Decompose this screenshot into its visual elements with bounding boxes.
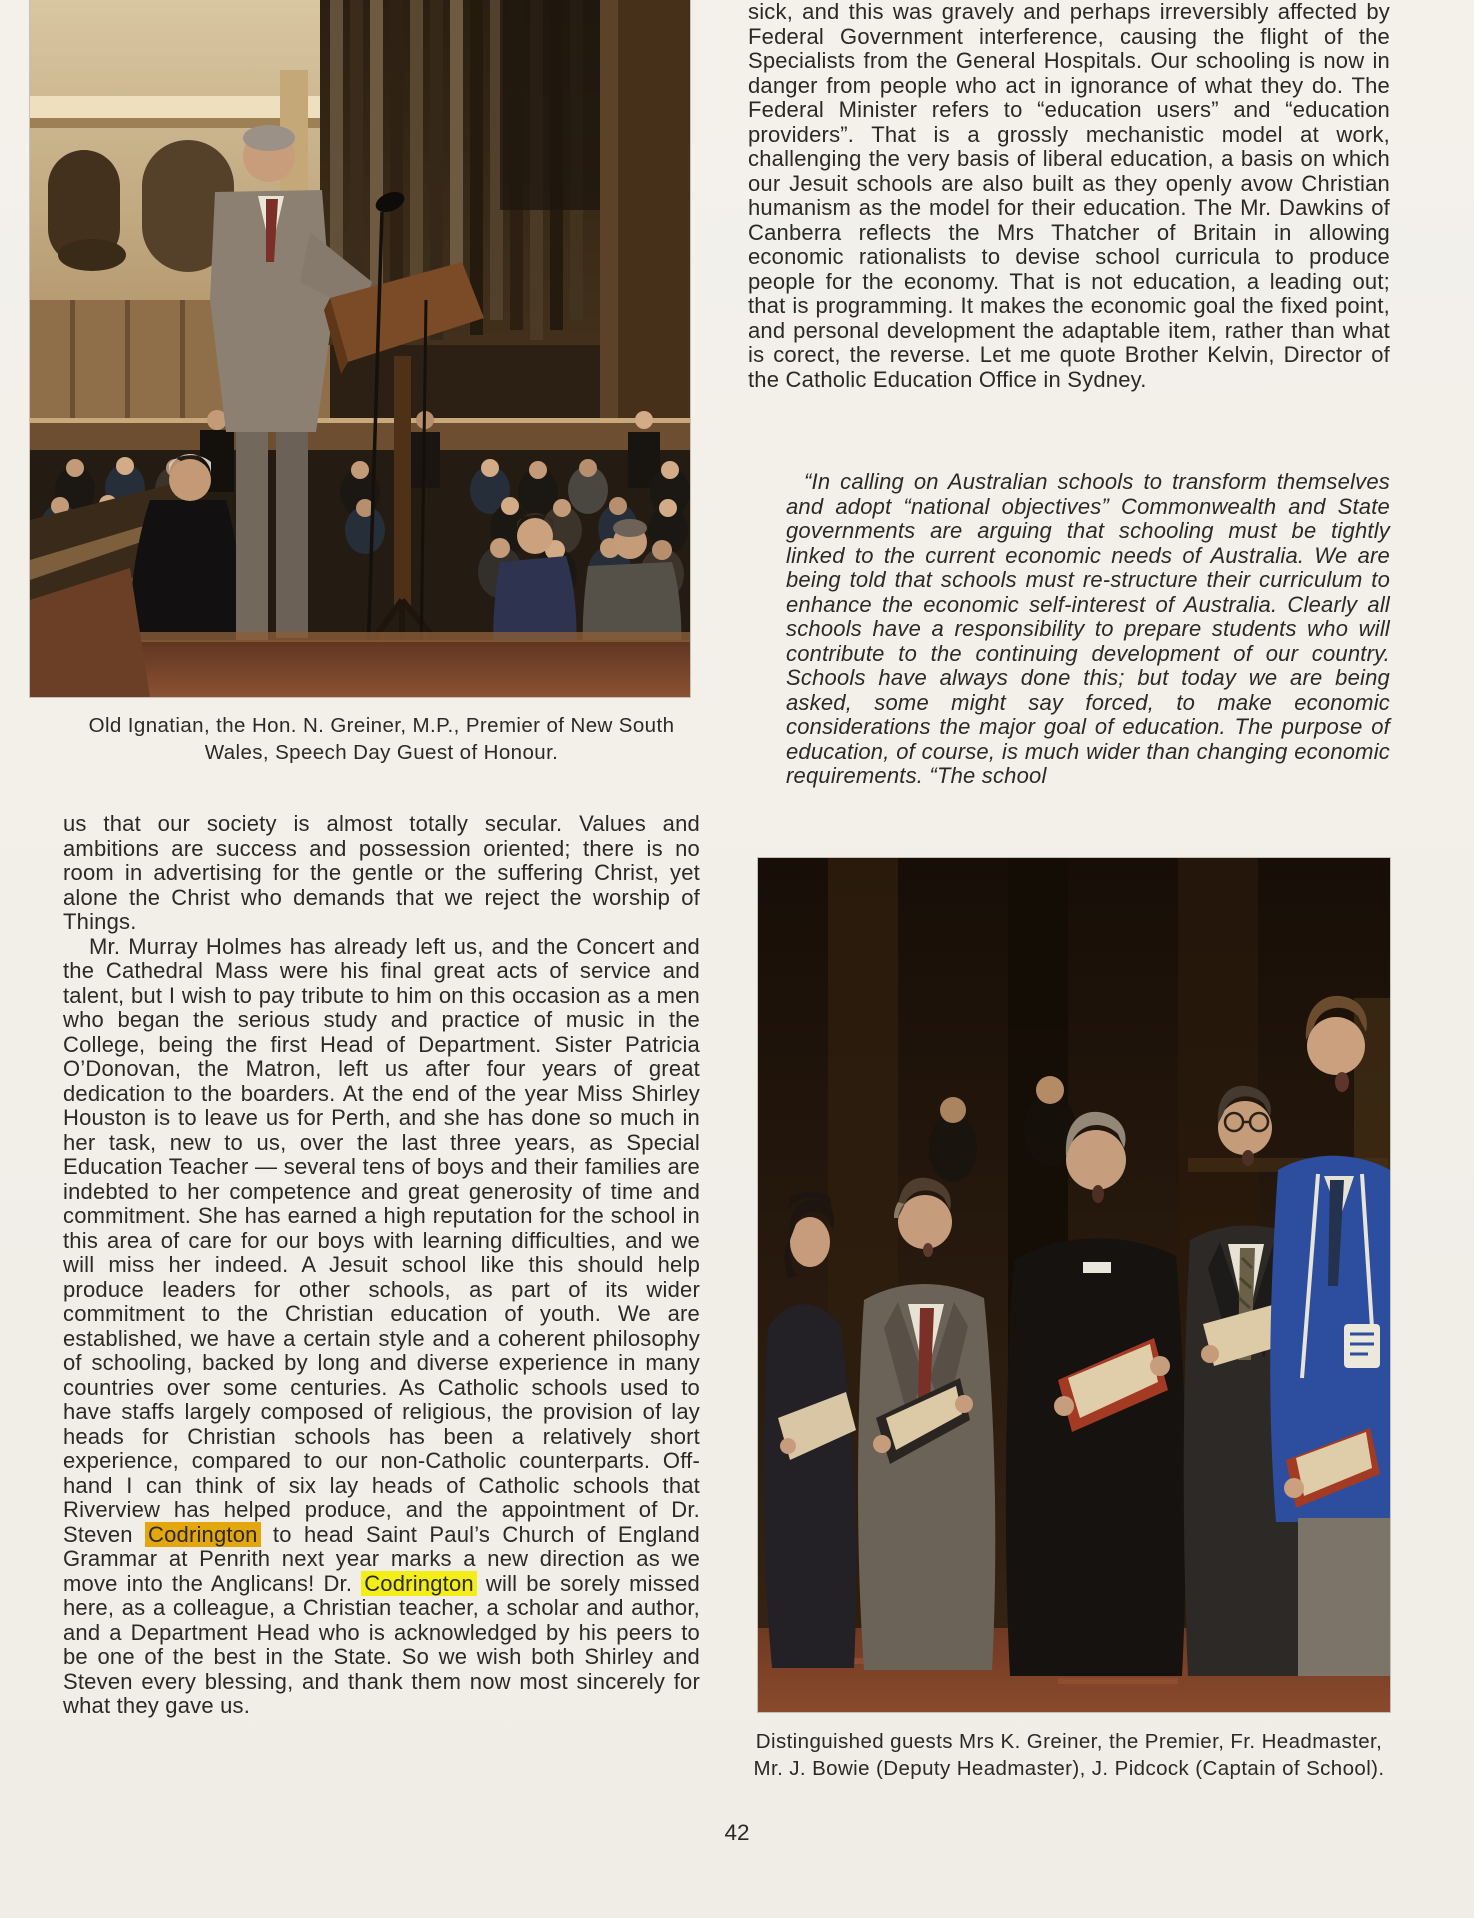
distinguished-guests-photo-art [758,858,1390,1712]
highlight-codrington-amber: Codrington [145,1522,261,1547]
pillar [600,0,690,430]
distinguished-guests-caption: Distinguished guests Mrs K. Greiner, the Premier, Fr. Headmaster, Mr. J. Bowie (Deputy Headmaster), J. Pidcock (Captain of School). [753,1730,1385,1780]
left-paragraph-2-text-c: will be sorely missed here, as a colleague, a Christian teacher, a scholar and author, and a Department Head who is acknowledged by his peers to be one of the best in the State. So we wish both Shirley and Steven every blessing, and thank them now most sincerely for what they gave us. [63,1570,700,1718]
left-paragraph-1: us that our society is almost totally secular. Values and ambitions are success and possession oriented; there is no room in advertising for the gentle or the suffering Christ, yet alone the Christ who demands that we reject the worship of Things. [63,811,700,934]
distinguished-guests-photo [758,858,1390,1712]
right-column-quote [786,470,1390,789]
page-number: 42 [724,1820,750,1845]
right-column-paragraph [748,0,1390,392]
highlight-codrington-yellow: Codrington [361,1571,477,1596]
left-column [63,812,700,1719]
speech-day-photo-art [30,0,690,697]
left-paragraph-2-text-b: to head Saint Paul’s Church of England Grammar at Penrith next year marks a new direction as we move into the Anglicans! Dr. [63,1521,700,1596]
left-paragraph-2-text-a: Mr. Murray Holmes has already left us, and the Concert and the Cathedral Mass were his final great acts of service and talent, but I wish to pay tribute to him on this occasion as a men who began the serious study and practice of music in the College, being the first Head of Department. Sister Patricia O’Donovan, the Matron, left us after four years of great dedication to the boarders. At the end of the year Miss Shirley Houston is to leave us for Perth, and she has done so much in her task, new to us, over the last three years, as Special Education Teacher — several tens of boys and their families are indebted to her competence and great generosity of time and commitment. She has earned a high reputation for the school in this area of care for our boys with learning difficulties, and we will miss her indeed. A Jesuit school like this should help produce leaders for other schools, as part of its wider commitment to the Christian education of youth. We are established, we have a certain style and a coherent philosophy of schooling, backed by long and diverse experience in many countries over some centuries. As Catholic schools used to have staffs largely composed of religious, the provision of lay heads for Christian schools has been a relatively short experience, compared to our non-Catholic counterparts. Off-hand I can think of six lay heads of Catholic schools that Riverview has helped produce, and the appointment of Dr. Steven [63,933,700,1547]
speech-day-photo [30,0,690,697]
kelvin-quote: “In calling on Australian schools to transform themselves and adopt “national objectives” Commonwealth and State governments are arguing that schooling must be tightly linked to the current economic needs of Australia. We are being told that schools must re-structure their curriculum to enhance the economic self-interest of Australia. Clearly all schools have a responsibility to prepare students who will contribute to the continuing development of our country. Schools have always done this; but today we are being asked, some might say forced, to make economic considerations the major goal of education. The purpose of education, of course, is much wider than changing economic requirements. “The school [786,469,1390,788]
right-paragraph-1: sick, and this was gravely and perhaps irreversibly affected by Federal Government interference, causing the flight of the Specialists from the General Hospitals. Our schooling is now in danger from people who act in ignorance of what they do. The Federal Minister refers to “education users” and “education providers”. That is a grossly mechanistic model at work, challenging the very basis of liberal education, a basis on which our Jesuit schools are also built as they openly avow Christian humanism as the model for their education. The Mr. Dawkins of Canberra reflects the Mrs Thatcher of Britain in allowing economic rationalists to devise school curricula to produce people for the economy. That is not education, a leading out; that is programming. It makes the economic goal the fixed point, and personal development the adaptable item, rather than what is corect, the reverse. Let me quote Brother Kelvin, Director of the Catholic Education Office in Sydney. [748,0,1390,392]
left-paragraph-2 [63,935,700,1719]
speech-day-caption: Old Ignatian, the Hon. N. Greiner, M.P., Premier of New South Wales, Speech Day Guest of Honour. [88,714,675,764]
